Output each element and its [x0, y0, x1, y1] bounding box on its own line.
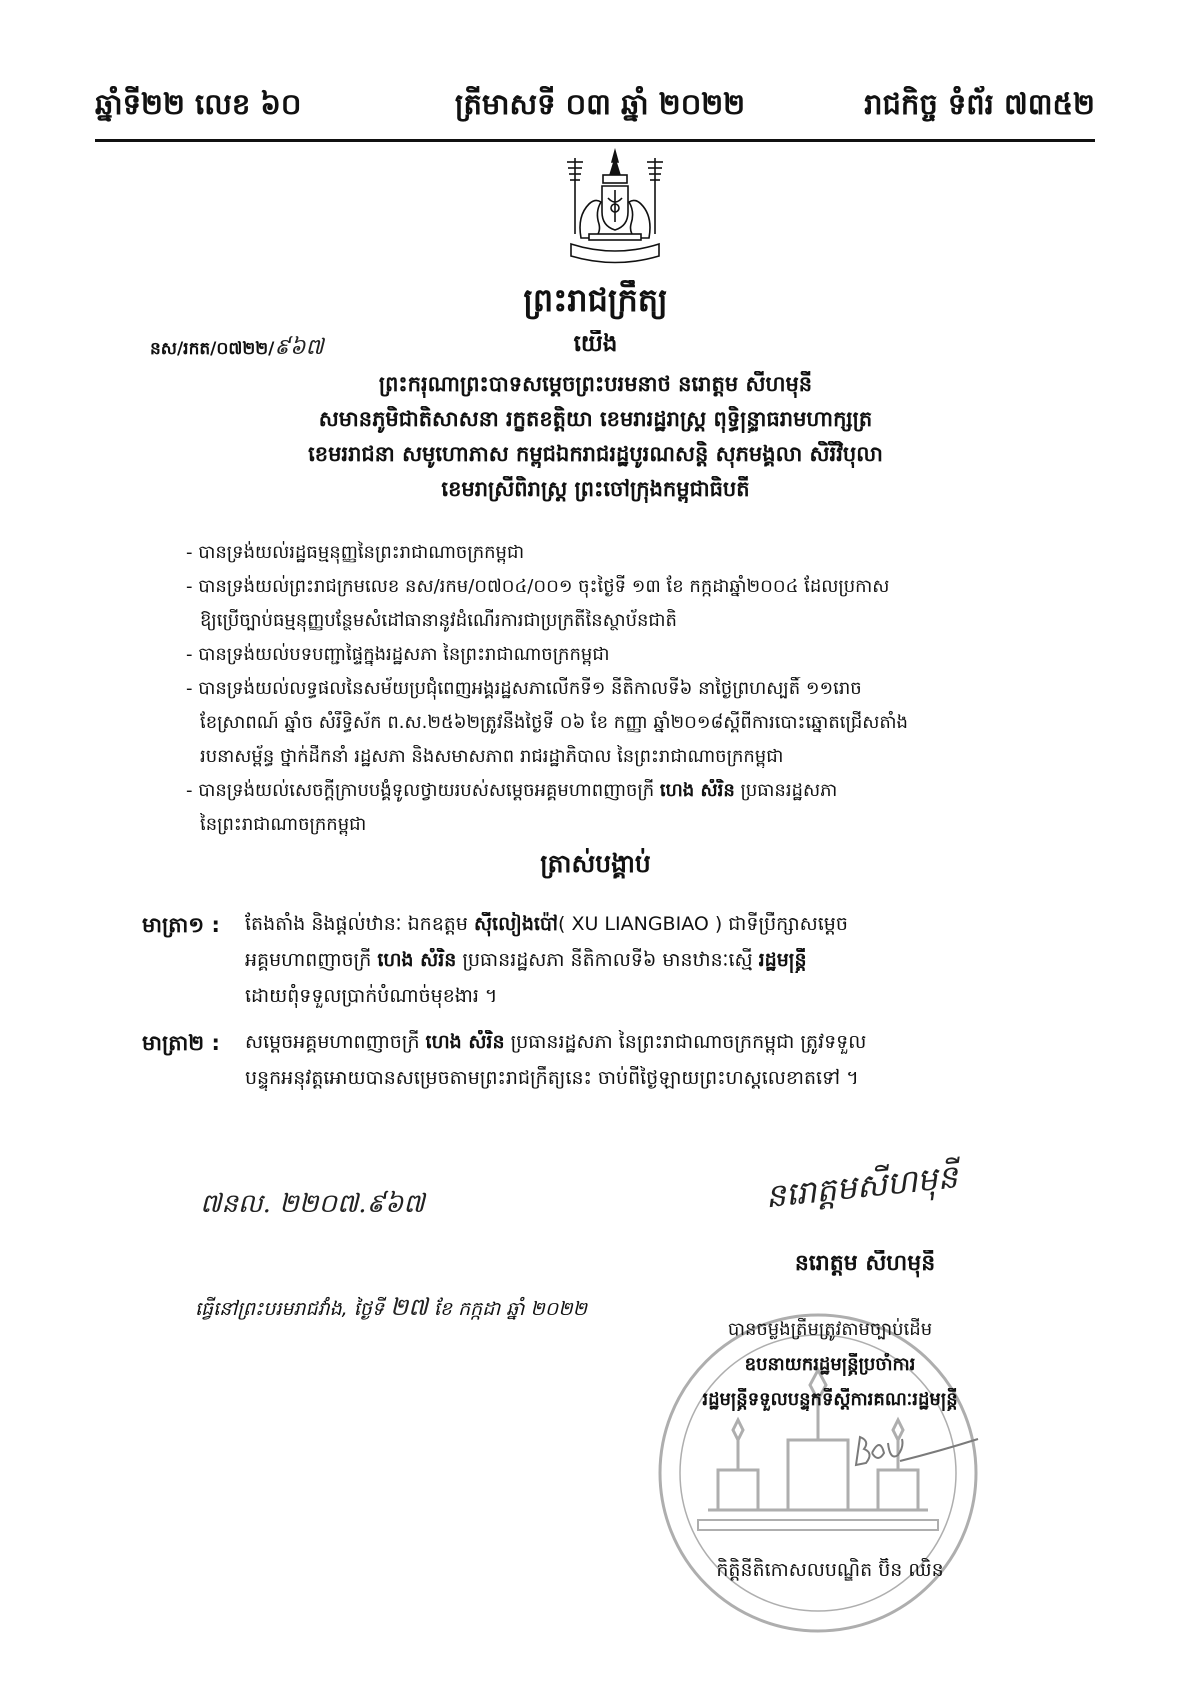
article-line: [245, 1030, 1085, 1055]
decrees-heading: ត្រាស់បង្គាប់: [540, 849, 651, 878]
article-text: តែងតាំង និងផ្តល់ឋានៈ ឯកឧត្តម: [245, 913, 474, 935]
king-name: នរោត្តម សីហមុនី: [794, 1251, 936, 1276]
place-prefix: ធ្វើនៅព្រះបរមរាជវាំង, ថ្ងៃទី: [195, 1298, 384, 1320]
consideration-line: របនាសម្ព័ន្ធ ថ្នាក់ដឹកនាំ រដ្ឋសភា និងសមាសភាព រាជរដ្ឋាភិបាល នៃព្រះរាជាណាចក្រកម្ពុជា: [200, 746, 784, 767]
signing-day: ២៧: [389, 1293, 428, 1321]
article-label: មាត្រា១ :: [142, 913, 220, 937]
consideration-text: ប្រធានរដ្ឋសភា: [734, 780, 838, 801]
article-line: [245, 912, 1085, 937]
consideration-line: [186, 779, 1016, 802]
consideration-line: - បានទ្រង់យល់រដ្ឋធម្មនុញ្ញនៃព្រះរាជាណាចក្រកម្ពុជា: [186, 542, 525, 563]
consideration-line: នៃព្រះរាជាណាចក្រកម្ពុជា: [200, 814, 367, 835]
article-line: បន្ទុកអនុវត្តអោយបានសម្រេចតាមព្រះរាជក្រឹត្យនេះ ចាប់ពីថ្ងៃឡាយព្រះហស្តលេខាតទៅ ។: [245, 1067, 859, 1089]
place-suffix: ខែ កក្កដា ឆ្នាំ ២០២២: [433, 1298, 587, 1320]
gazette-volume-issue: ឆ្នាំទី២២ លេខ ៦០: [95, 87, 302, 121]
minister-signature-icon: [856, 1437, 978, 1465]
document-title: ព្រះរាជក្រឹត្យ: [523, 281, 668, 319]
consideration-name: ហេង សំរិន: [659, 780, 735, 801]
royal-title-line: ខេមរាស្រីពិរាស្ត្រ ព្រះចៅក្រុងកម្ពុជាធិបតី: [441, 477, 750, 501]
consideration-line: - បានទ្រង់យល់លទ្ធផលនៃសម័យប្រជុំពេញអង្គរដ្ឋសភាលើកទី១ នីតិកាលទី៦ នាថ្ងៃព្រហស្បតិ៍ ១១រោច: [186, 678, 862, 699]
handwritten-registration-number: ៧នល. ២២០៧.៩៦៧: [200, 1189, 425, 1219]
article-label: មាត្រា២ :: [142, 1031, 220, 1055]
article-text: ( XU LIANGBIAO ) ជាទីប្រឹក្សាសម្តេច: [558, 913, 848, 935]
consideration-line: - បានទ្រង់យល់ព្រះរាជក្រមលេខ នស/រកម/០៧០៤/០០១ ចុះថ្ងៃទី ១៣ ខែ កក្កដាឆ្នាំ២០០៤ ដែលប្រកាស: [186, 576, 890, 597]
royal-title-line: សមានភូមិជាតិសាសនា រក្ខតខត្តិយា ខេមរារដ្ឋរាស្ត្រ ពុទ្ធិន្ទ្រាធរាមហាក្សត្រ: [318, 407, 873, 431]
article-line: ដោយពុំទទួលប្រាក់បំណាច់មុខងារ ។: [245, 985, 498, 1007]
article-line: [245, 948, 1085, 973]
king-signature: នរោត្តមសីហមុនី: [763, 1157, 960, 1216]
appointee-name: ស៊ីលៀងប៉ៅ: [473, 913, 559, 935]
certifier-role: រដ្ឋមន្ត្រីទទួលបន្ទុកទីស្តីការគណៈរដ្ឋមន្ត្រី: [702, 1389, 958, 1410]
article-text: អគ្គមហាពញាចក្រី: [245, 949, 378, 971]
place-and-date: [195, 1292, 635, 1323]
certified-copy-note: បានចម្លងត្រឹមត្រូវតាមច្បាប់ដើម: [727, 1319, 933, 1340]
we-heading: យើង: [573, 331, 618, 357]
certifier-name: កិត្តិនីតិកោសលបណ្ឌិត ប៊ិន ឈិន: [716, 1559, 944, 1581]
consideration-line: ឱ្យប្រើច្បាប់ធម្មនុញ្ញបន្ថែមសំដៅធានានូវដំណើរការជាប្រក្រតីនៃស្ថាប័នជាតិ: [200, 610, 677, 631]
royal-coat-of-arms-icon: [555, 148, 675, 270]
article-text: សម្តេចអគ្គមហាពញាចក្រី: [245, 1031, 426, 1053]
certifier-role: ឧបនាយករដ្ឋមន្ត្រីប្រចាំការ: [744, 1354, 916, 1375]
consideration-line: - បានទ្រង់យល់បទបញ្ជាផ្ទៃក្នុងរដ្ឋសភា នៃព្រះរាជាណាចក្រកម្ពុជា: [186, 644, 610, 665]
consideration-text: - បានទ្រង់យល់សេចក្តីក្រាបបង្គំទូលថ្វាយរបស់សម្តេចអគ្គមហាពញាចក្រី: [186, 780, 660, 801]
header-rule: [95, 139, 1095, 142]
reference-printed: នស/រកត/០៧២២/: [150, 339, 275, 359]
article-text: ប្រធានរដ្ឋសភា នៃព្រះរាជាណាចក្រកម្ពុជា ត្រូវទទួល: [504, 1031, 867, 1053]
article-text: ប្រធានរដ្ឋសភា នីតិកាលទី៦ មានឋានៈស្មើ: [456, 949, 759, 971]
gazette-page-number: រាជកិច្ច ទំព័រ ៧៣៥២: [864, 87, 1095, 121]
royal-title-line: ខេមររាជនា សមូហោភាស កម្ពុជឯករាជរដ្ឋបូរណសន្តិ សុភមង្គលា សិរីវិបុលា: [308, 442, 883, 466]
royal-title-line: ព្រះករុណាព្រះបាទសម្តេចព្រះបរមនាថ នរោត្តម សីហមុនី: [378, 372, 813, 396]
president-name: ហេង សំរិន: [377, 949, 457, 971]
gazette-quarter: ត្រីមាសទី ០៣ ឆ្នាំ ២០២២: [454, 87, 746, 121]
president-name: ហេង សំរិន: [425, 1031, 505, 1053]
rank-title: រដ្ឋមន្ត្រី: [758, 949, 807, 971]
consideration-line: ខែស្រាពណ៍ ឆ្នាំច សំរឹទ្ធិស័ក ព.ស.២៥៦២ត្រូវនឹងថ្ងៃទី ០៦ ខែ កញ្ញា ឆ្នាំ២០១៨ស្តីពីការបោះឆ្នោតជ្រើសតាំង: [200, 712, 908, 733]
reference-handwritten: ៩៦៧: [274, 335, 324, 360]
